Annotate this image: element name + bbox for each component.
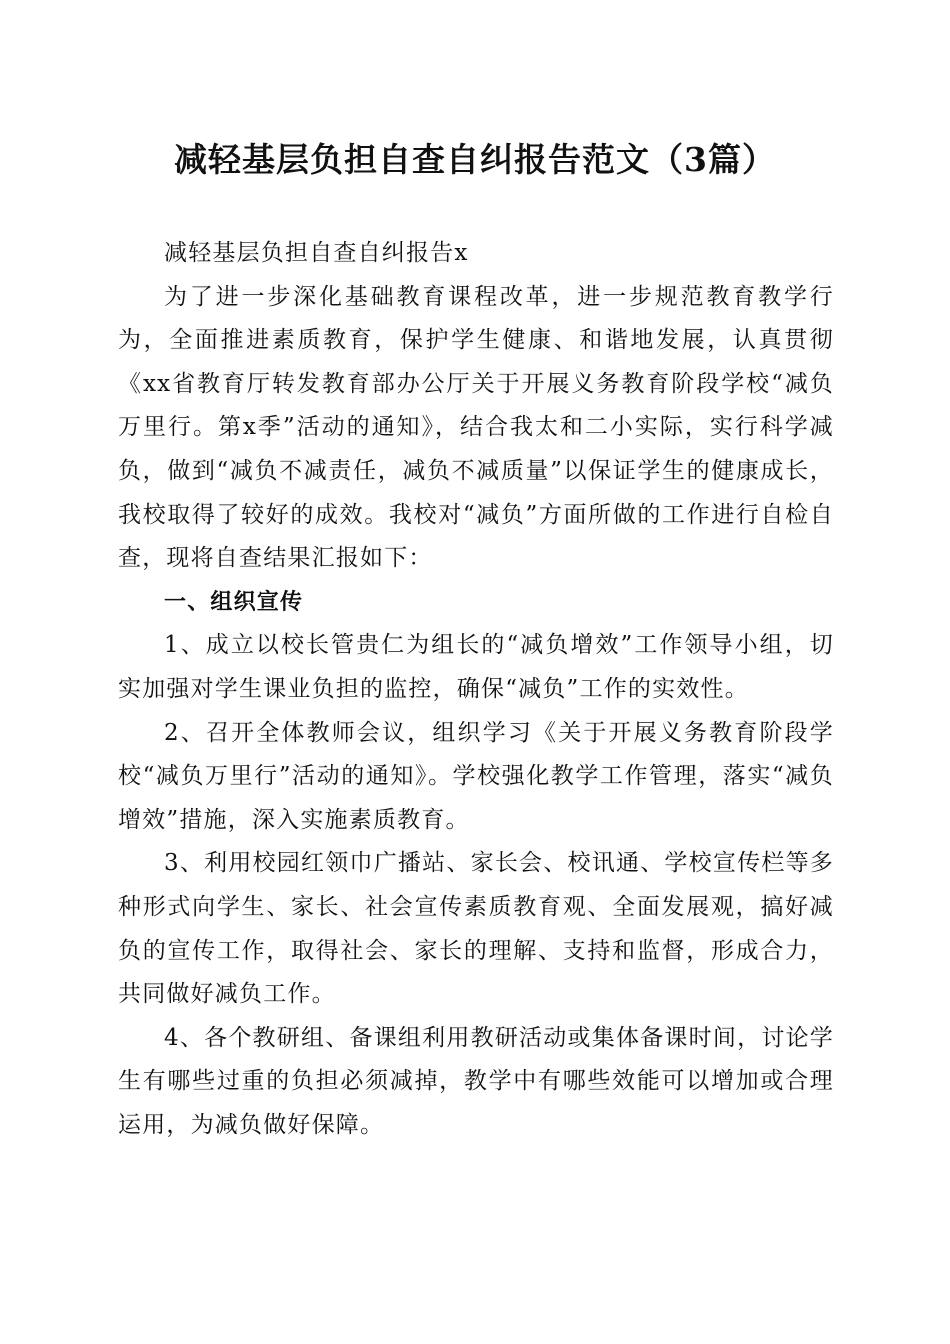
document-subtitle: 减轻基层负担自查自纠报告x: [164, 240, 469, 266]
list-item: 1、成立以校长管贵仁为组长的“减负增效”工作领导小组，切实加强对学生课业负担的监控，确保“减负”工作的实效性。: [118, 632, 834, 702]
list-item: 2、召开全体教师会议，组织学习《关于开展义务教育阶段学校“减负万里行”活动的通知》。学校强化教学工作管理，落实“减负增效”措施，深入实施素质教育。: [118, 719, 834, 833]
document-body: [118, 232, 834, 1147]
section-heading: 一、组织宣传: [164, 589, 304, 615]
intro-paragraph: 为了进一步深化基础教育课程改革，进一步规范教育教学行为，全面推进素质教育，保护学生健康、和谐地发展，认真贯彻《xx省教育厅转发教育部办公厅关于开展义务教育阶段学校“减负万里行。第x季”活动的通知》，结合我太和二小实际，实行科学减负，做到“减负不减责任，减负不减质量”以保证学生的健康成长，我校取得了较好的成效。我校对“减负”方面所做的工作进行自检自查，现将自查结果汇报如下：: [118, 283, 834, 572]
list-item: 3、利用校园红领巾广播站、家长会、校讯通、学校宣传栏等多种形式向学生、家长、社会宣传素质教育观、全面发展观，搞好减负的宣传工作，取得社会、家长的理解、支持和监督，形成合力，共同做好减负工作。: [118, 850, 834, 1008]
list-item: 4、各个教研组、备课组利用教研活动或集体备课时间，讨论学生有哪些过重的负担必须减掉，教学中有哪些效能可以增加或合理运用，为减负做好保障。: [118, 1024, 834, 1138]
document-title: 减轻基层负担自查自纠报告范文（3篇）: [174, 140, 776, 179]
